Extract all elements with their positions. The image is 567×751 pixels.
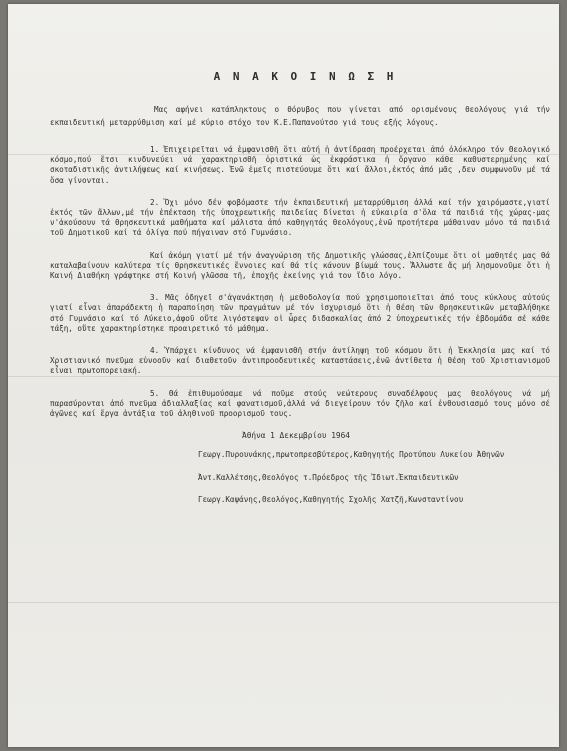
signatory-3: Γεωργ.Καψάνης,Θεολόγος,Καθηγητής Σχολῆς Χατζῆ,Κωνσταντίνου [198, 495, 464, 505]
paragraph-point-2: 2. Ὄχι μόνο δέν φοβόμαστε τήν ἐκπαιδευτική μεταρρύθμιση ἀλλά καί τήν χαιρόμαστε,γιατί ἐκτός τῶν ἄλλων,μέ τήν ἐπέκταση τῆς ὑποχρεωτικῆς παιδείας δίνεται ἡ εὐκαιρία σ'ὅλα τά παιδιά τῆς χώρας-μας ν'ἀκούσουν τά θρησκευτικά μαθήματα καί μάλιστα ἀπό καθηγητάς θεολόγους,ἐνῶ προτήτερα μάθαιναν μόνο τά παιδιά τοῦ Δημοτικοῦ καί τά ὀλίγα πού πήγαιναν στό Γυμνάσιο. [50, 197, 550, 238]
signatory-1: Γεωργ.Πυρουνάκης,πρωτοπρεσβύτερος,Καθηγητής Προτύπου Λυκείου Ἀθηνῶν [198, 450, 505, 460]
signatory-2: Ἀντ.Καλλέτσης,Θεολόγος τ.Πρόεδρος τῆς Ἰδιωτ.Ἐκπαιδευτικῶν [198, 472, 459, 482]
document-title: Α Ν Α Κ Ο Ι Ν Ω Σ Η [213, 70, 397, 83]
date-line: Ἀθήνα 1 Δεκεμβρίου 1964 [242, 431, 350, 441]
paper-fold-line [8, 602, 559, 603]
paragraph-point-1: 1. Ἐπιχειρεῖται νά ἐμφανισθῆ ὅτι αὐτή ἡ ἀντίδραση προέρχεται ἀπό ὁλόκληρο τόν Θεολογικό κόσμο,πού ἔτσι κινδυνεύει νά χαρακτηρισθῆ ὁριστικά ὡς ἐκφράστικα ἡ ὄργανο κάθε καθυστερημένης καί σκοταδιστικῆς ἀντιλήψεως καί κινήσεως. Ἐνῶ ἐμεῖς πιστεύουμε ὅτι καί ἄλλοι,ἐκτός ἀπό μᾶς ,δεν συμφωνοῦν μέ τά ὅσα γίνονται. [50, 145, 550, 185]
typed-document-page [8, 4, 559, 747]
paragraph-point-5: 5. Θά ἐπιθυμούσαμε νά ποῦμε στούς νεώτερους συναδέλφους μας θεολόγους νά μή παρασύρονται ἀπό πνεῦμα ἀδιαλλαξίας καί φανατισμοῦ,ἀλλά νά διεγείρουν τόν ζῆλο καί ἐνθουσιασμό τους μόνο σέ ἀγῶνες καί ἔργα ἀντάξια τοῦ ἀληθινοῦ προορισμοῦ τους. [50, 388, 550, 419]
document-body [50, 70, 550, 518]
paragraph-point-4: 4. Ὑπάρχει κίνδυνος νά ἐμφανισθῆ στήν ἀντίληψη τοῦ κόσμου ὅτι ἡ Ἐκκλησία μας καί τό Χριστιανικό πνεῦμα εὐνοοῦν καί διαθετοῦν ἀντιπροοδευτικές καταστάσεις,ἐνῶ ἀντίθετα ἡ θέση τοῦ Χριστιανισμοῦ εἶναι πρωτοπορειακή. [50, 346, 550, 376]
paragraph-point-3: 3. Μᾶς ὁδηγεῖ σ'ἀγανάκτηση ἡ μεθοδολογία πού χρησιμοποιεῖται ἀπό τους κύκλους αὐτούς γιατί εἶναι ἀπαράδεκτη ἡ παραποίηση τῶν πραγμάτων μέ τόν ἰσχυρισμό ὅτι ἡ θέση τῶν Θρησκευτικῶν μεταβλήθηκε στό Γυμνάσιο καί τό Λύκειο,ἀφοῦ οὔτε λιγόστεψαν οἱ ὧρες διδασκαλίας ἀπό 2 ὑποχρεωτικές τήν ἑβδομάδα σέ κάθε τάξη, οὔτε χαρακτηρίστηκε προαιρετικό τό μάθημα. [50, 293, 550, 333]
paragraph-point-2-continued: Καί ἀκόμη γιατί μέ τήν ἀναγνώριση τῆς Δημοτικῆς γλώσσας,ἐλπίζουμε ὅτι οἱ μαθητές μας θά καταλαβαίνουν καλύτερα τίς θρησκευτικές ἔννοιες καί θά τίς κάνουν βίωμά τους. Ἄλλωστε ἄς μή λησμονοῦμε ὅτι ἡ Καινή Διαθήκη γράφτηκε στή Κοινή γλῶσσα τῆ, ἐποχῆς ἐκείνης γιά τον ἴδιο λόγο. [50, 250, 550, 281]
intro-paragraph: Μας αφήνει κατάπληκτους ο θόρυβος που γίνεται από ορισμένους θεολόγους γιά τήν εκπαιδευτική μεταρρύθμιση καί μέ κύριο στόχο τον Κ.Ε.Παπανούτσο γιά τους εξής λόγους. [50, 105, 550, 127]
